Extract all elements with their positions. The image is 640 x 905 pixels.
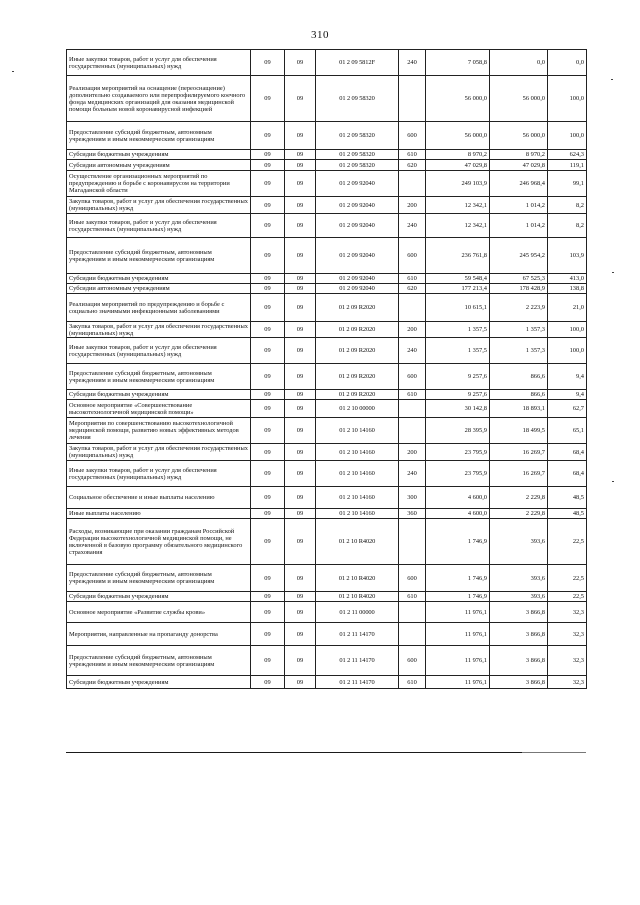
row-name: Основное мероприятие «Развитие службы крови» — [67, 602, 251, 623]
row-name: Основное мероприятие «Совершенствование высокотехнологичной медицинской помощи» — [67, 400, 251, 418]
section-code: 09 — [251, 274, 285, 284]
table-row — [67, 160, 587, 171]
target-article-code: 01 2 11 14170 — [316, 676, 399, 689]
execution-percent: 99,1 — [548, 171, 587, 197]
subsection-code: 09 — [285, 284, 316, 294]
subsection-code: 09 — [285, 676, 316, 689]
subsection-code: 09 — [285, 418, 316, 444]
scan-speck — [611, 79, 613, 80]
expense-type-code: 240 — [399, 50, 426, 76]
expense-type-code: 240 — [399, 214, 426, 238]
section-code: 09 — [251, 322, 285, 338]
section-code: 09 — [251, 623, 285, 646]
planned-amount: 11 976,1 — [426, 602, 490, 623]
section-code: 09 — [251, 150, 285, 160]
expense-type-code — [399, 519, 426, 565]
section-code: 09 — [251, 214, 285, 238]
expense-type-code — [399, 171, 426, 197]
expense-type-code: 240 — [399, 338, 426, 364]
target-article-code: 01 2 11 14170 — [316, 623, 399, 646]
section-code: 09 — [251, 284, 285, 294]
execution-percent: 22,5 — [548, 565, 587, 592]
subsection-code: 09 — [285, 214, 316, 238]
target-article-code: 01 2 09 92040 — [316, 238, 399, 274]
section-code: 09 — [251, 461, 285, 487]
table-row — [67, 338, 587, 364]
target-article-code: 01 2 09 58320 — [316, 122, 399, 150]
execution-percent: 22,5 — [548, 592, 587, 602]
section-code: 09 — [251, 602, 285, 623]
executed-amount: 16 269,7 — [490, 444, 548, 461]
footer-rule — [66, 752, 522, 753]
section-code: 09 — [251, 364, 285, 390]
target-article-code: 01 2 10 R4020 — [316, 592, 399, 602]
executed-amount: 56 000,0 — [490, 76, 548, 122]
row-name: Социальное обеспечение и иные выплаты населению — [67, 487, 251, 509]
row-name: Осуществление организационных мероприятий по предупреждению и борьбе с коронавирусом на территории Магаданской области — [67, 171, 251, 197]
section-code: 09 — [251, 294, 285, 322]
table-row — [67, 274, 587, 284]
row-name: Субсидии автономным учреждениям — [67, 160, 251, 171]
execution-percent: 32,3 — [548, 602, 587, 623]
row-name: Предоставление субсидий бюджетным, автономным учреждениям и иным некоммерческим организациям — [67, 364, 251, 390]
executed-amount: 245 954,2 — [490, 238, 548, 274]
table-row — [67, 676, 587, 689]
planned-amount: 1 746,9 — [426, 592, 490, 602]
planned-amount: 56 000,0 — [426, 76, 490, 122]
table-row — [67, 322, 587, 338]
executed-amount: 0,0 — [490, 50, 548, 76]
expense-type-code: 610 — [399, 592, 426, 602]
target-article-code: 01 2 09 92040 — [316, 214, 399, 238]
subsection-code: 09 — [285, 602, 316, 623]
execution-percent: 32,3 — [548, 676, 587, 689]
section-code: 09 — [251, 238, 285, 274]
execution-percent: 22,5 — [548, 519, 587, 565]
executed-amount: 178 428,9 — [490, 284, 548, 294]
target-article-code: 01 2 09 R2020 — [316, 294, 399, 322]
execution-percent: 32,3 — [548, 646, 587, 676]
target-article-code: 01 2 10 14160 — [316, 461, 399, 487]
target-article-code: 01 2 10 14160 — [316, 444, 399, 461]
section-code: 09 — [251, 171, 285, 197]
executed-amount: 2 229,8 — [490, 509, 548, 519]
subsection-code: 09 — [285, 623, 316, 646]
row-name: Субсидии бюджетным учреждениям — [67, 676, 251, 689]
executed-amount: 67 525,3 — [490, 274, 548, 284]
planned-amount: 249 103,9 — [426, 171, 490, 197]
planned-amount: 10 615,1 — [426, 294, 490, 322]
table-row — [67, 592, 587, 602]
executed-amount: 866,6 — [490, 364, 548, 390]
row-name: Субсидии бюджетным учреждениям — [67, 150, 251, 160]
expense-type-code: 610 — [399, 390, 426, 400]
row-name: Иные закупки товаров, работ и услуг для обеспечения государственных (муниципальных) нужд — [67, 50, 251, 76]
expense-type-code: 620 — [399, 284, 426, 294]
table-row — [67, 390, 587, 400]
row-name: Субсидии бюджетным учреждениям — [67, 274, 251, 284]
row-name: Мероприятия по совершенствованию высокотехнологичной медицинской помощи, развитию новых эффективных методов лечения — [67, 418, 251, 444]
section-code: 09 — [251, 646, 285, 676]
target-article-code: 01 2 10 R4020 — [316, 519, 399, 565]
target-article-code: 01 2 09 58320 — [316, 160, 399, 171]
executed-amount: 18 893,1 — [490, 400, 548, 418]
row-name: Предоставление субсидий бюджетным, автономным учреждениям и иным некоммерческим организациям — [67, 646, 251, 676]
executed-amount: 2 223,9 — [490, 294, 548, 322]
subsection-code: 09 — [285, 238, 316, 274]
executed-amount: 866,6 — [490, 390, 548, 400]
planned-amount: 8 970,2 — [426, 150, 490, 160]
section-code: 09 — [251, 50, 285, 76]
target-article-code: 01 2 09 92040 — [316, 274, 399, 284]
executed-amount: 47 029,8 — [490, 160, 548, 171]
table-row — [67, 418, 587, 444]
expense-type-code: 610 — [399, 274, 426, 284]
row-name: Субсидии бюджетным учреждениям — [67, 390, 251, 400]
planned-amount: 9 257,6 — [426, 364, 490, 390]
table-row — [67, 646, 587, 676]
executed-amount: 3 866,8 — [490, 676, 548, 689]
subsection-code: 09 — [285, 390, 316, 400]
execution-percent: 138,8 — [548, 284, 587, 294]
section-code: 09 — [251, 197, 285, 214]
executed-amount: 1 014,2 — [490, 197, 548, 214]
expense-type-code: 610 — [399, 676, 426, 689]
section-code: 09 — [251, 509, 285, 519]
section-code: 09 — [251, 122, 285, 150]
planned-amount: 177 213,4 — [426, 284, 490, 294]
row-name: Субсидии бюджетным учреждениям — [67, 592, 251, 602]
budget-table-body — [67, 50, 587, 689]
table-row — [67, 509, 587, 519]
section-code: 09 — [251, 160, 285, 171]
scan-speck — [12, 71, 14, 72]
planned-amount: 12 342,1 — [426, 197, 490, 214]
subsection-code: 09 — [285, 322, 316, 338]
execution-percent: 103,9 — [548, 238, 587, 274]
planned-amount: 23 795,9 — [426, 461, 490, 487]
target-article-code: 01 2 10 00000 — [316, 400, 399, 418]
expense-type-code: 200 — [399, 322, 426, 338]
expense-type-code: 200 — [399, 197, 426, 214]
planned-amount: 12 342,1 — [426, 214, 490, 238]
executed-amount: 393,6 — [490, 565, 548, 592]
table-row — [67, 76, 587, 122]
executed-amount: 246 968,4 — [490, 171, 548, 197]
table-row — [67, 284, 587, 294]
row-name: Иные закупки товаров, работ и услуг для обеспечения государственных (муниципальных) нужд — [67, 461, 251, 487]
planned-amount: 1 746,9 — [426, 565, 490, 592]
subsection-code: 09 — [285, 160, 316, 171]
target-article-code: 01 2 09 58320 — [316, 150, 399, 160]
execution-percent: 9,4 — [548, 390, 587, 400]
row-name: Реализация мероприятий на оснащение (переоснащение) дополнительно создаваемого или перепрофилируемого коечного фонда медицинских организаций для оказания медицинской помощи больным новой коронавирусной инфекцией — [67, 76, 251, 122]
expense-type-code: 300 — [399, 487, 426, 509]
section-code: 09 — [251, 338, 285, 364]
execution-percent: 100,0 — [548, 76, 587, 122]
execution-percent: 68,4 — [548, 461, 587, 487]
executed-amount: 56 000,0 — [490, 122, 548, 150]
table-row — [67, 519, 587, 565]
table-row — [67, 171, 587, 197]
expense-type-code: 610 — [399, 150, 426, 160]
row-name: Закупка товаров, работ и услуг для обеспечения государственных (муниципальных) нужд — [67, 444, 251, 461]
executed-amount: 1 357,3 — [490, 322, 548, 338]
table-row — [67, 238, 587, 274]
execution-percent: 100,0 — [548, 122, 587, 150]
planned-amount: 4 600,0 — [426, 487, 490, 509]
target-article-code: 01 2 09 5812F — [316, 50, 399, 76]
executed-amount: 3 866,8 — [490, 646, 548, 676]
row-name: Иные закупки товаров, работ и услуг для обеспечения государственных (муниципальных) нужд — [67, 338, 251, 364]
subsection-code: 09 — [285, 461, 316, 487]
subsection-code: 09 — [285, 197, 316, 214]
section-code: 09 — [251, 676, 285, 689]
row-name: Субсидии автономным учреждениям — [67, 284, 251, 294]
row-name: Реализация мероприятий по предупреждению и борьбе с социально значимыми инфекционными заболеваниями — [67, 294, 251, 322]
executed-amount: 3 866,8 — [490, 623, 548, 646]
planned-amount: 11 976,1 — [426, 646, 490, 676]
expense-type-code: 600 — [399, 364, 426, 390]
planned-amount: 11 976,1 — [426, 676, 490, 689]
table-row — [67, 400, 587, 418]
target-article-code: 01 2 09 92040 — [316, 197, 399, 214]
subsection-code: 09 — [285, 294, 316, 322]
subsection-code: 09 — [285, 76, 316, 122]
subsection-code: 09 — [285, 274, 316, 284]
execution-percent: 68,4 — [548, 444, 587, 461]
row-name: Закупка товаров, работ и услуг для обеспечения государственных (муниципальных) нужд — [67, 322, 251, 338]
execution-percent: 32,3 — [548, 623, 587, 646]
target-article-code: 01 2 10 R4020 — [316, 565, 399, 592]
target-article-code: 01 2 11 14170 — [316, 646, 399, 676]
execution-percent: 119,1 — [548, 160, 587, 171]
row-name: Предоставление субсидий бюджетным, автономным учреждениям и иным некоммерческим организациям — [67, 565, 251, 592]
subsection-code: 09 — [285, 338, 316, 364]
table-row — [67, 294, 587, 322]
planned-amount: 1 746,9 — [426, 519, 490, 565]
planned-amount: 56 000,0 — [426, 122, 490, 150]
planned-amount: 30 142,8 — [426, 400, 490, 418]
planned-amount: 47 029,8 — [426, 160, 490, 171]
table-row — [67, 50, 587, 76]
budget-table — [66, 49, 587, 689]
subsection-code: 09 — [285, 444, 316, 461]
subsection-code: 09 — [285, 565, 316, 592]
row-name: Расходы, возникающие при оказании гражданам Российской Федерации высокотехнологичной медицинской помощи, не включенной в базовую программу обязательного медицинского страхования — [67, 519, 251, 565]
table-row — [67, 602, 587, 623]
section-code: 09 — [251, 400, 285, 418]
execution-percent: 100,0 — [548, 322, 587, 338]
expense-type-code — [399, 76, 426, 122]
section-code: 09 — [251, 592, 285, 602]
target-article-code: 01 2 09 R2020 — [316, 338, 399, 364]
execution-percent: 65,1 — [548, 418, 587, 444]
expense-type-code — [399, 418, 426, 444]
execution-percent: 624,3 — [548, 150, 587, 160]
expense-type-code: 600 — [399, 646, 426, 676]
target-article-code: 01 2 09 58320 — [316, 76, 399, 122]
subsection-code: 09 — [285, 592, 316, 602]
section-code: 09 — [251, 444, 285, 461]
execution-percent: 62,7 — [548, 400, 587, 418]
table-row — [67, 197, 587, 214]
table-row — [67, 364, 587, 390]
planned-amount: 28 395,9 — [426, 418, 490, 444]
table-row — [67, 150, 587, 160]
target-article-code: 01 2 09 R2020 — [316, 364, 399, 390]
planned-amount: 236 761,8 — [426, 238, 490, 274]
table-row — [67, 565, 587, 592]
row-name: Иные выплаты населению — [67, 509, 251, 519]
table-row — [67, 623, 587, 646]
row-name: Закупка товаров, работ и услуг для обеспечения государственных (муниципальных) нужд — [67, 197, 251, 214]
execution-percent: 413,0 — [548, 274, 587, 284]
planned-amount: 9 257,6 — [426, 390, 490, 400]
subsection-code: 09 — [285, 646, 316, 676]
scan-speck — [612, 272, 614, 273]
expense-type-code — [399, 400, 426, 418]
executed-amount: 8 970,2 — [490, 150, 548, 160]
subsection-code: 09 — [285, 171, 316, 197]
expense-type-code — [399, 602, 426, 623]
executed-amount: 3 866,8 — [490, 602, 548, 623]
executed-amount: 393,6 — [490, 592, 548, 602]
subsection-code: 09 — [285, 519, 316, 565]
subsection-code: 09 — [285, 150, 316, 160]
subsection-code: 09 — [285, 122, 316, 150]
target-article-code: 01 2 09 92040 — [316, 171, 399, 197]
section-code: 09 — [251, 418, 285, 444]
planned-amount: 4 600,0 — [426, 509, 490, 519]
execution-percent: 21,0 — [548, 294, 587, 322]
planned-amount: 59 548,4 — [426, 274, 490, 284]
executed-amount: 393,6 — [490, 519, 548, 565]
section-code: 09 — [251, 76, 285, 122]
expense-type-code — [399, 623, 426, 646]
execution-percent: 8,2 — [548, 197, 587, 214]
expense-type-code: 200 — [399, 444, 426, 461]
target-article-code: 01 2 09 R2020 — [316, 322, 399, 338]
footer-rule-faint — [522, 752, 586, 753]
target-article-code: 01 2 10 14160 — [316, 509, 399, 519]
executed-amount: 18 499,5 — [490, 418, 548, 444]
subsection-code: 09 — [285, 400, 316, 418]
execution-percent: 48,5 — [548, 509, 587, 519]
subsection-code: 09 — [285, 50, 316, 76]
subsection-code: 09 — [285, 509, 316, 519]
expense-type-code: 600 — [399, 565, 426, 592]
section-code: 09 — [251, 487, 285, 509]
subsection-code: 09 — [285, 364, 316, 390]
executed-amount: 2 229,8 — [490, 487, 548, 509]
target-article-code: 01 2 11 00000 — [316, 602, 399, 623]
table-row — [67, 122, 587, 150]
planned-amount: 1 357,5 — [426, 338, 490, 364]
target-article-code: 01 2 09 92040 — [316, 284, 399, 294]
executed-amount: 1 357,3 — [490, 338, 548, 364]
table-row — [67, 461, 587, 487]
row-name: Предоставление субсидий бюджетным, автономным учреждениям и иным некоммерческим организациям — [67, 238, 251, 274]
target-article-code: 01 2 09 R2020 — [316, 390, 399, 400]
subsection-code: 09 — [285, 487, 316, 509]
executed-amount: 16 269,7 — [490, 461, 548, 487]
row-name: Предоставление субсидий бюджетным, автономным учреждениям и иным некоммерческим организациям — [67, 122, 251, 150]
row-name: Иные закупки товаров, работ и услуг для обеспечения государственных (муниципальных) нужд — [67, 214, 251, 238]
planned-amount: 1 357,5 — [426, 322, 490, 338]
row-name: Мероприятия, направленные на пропаганду донорства — [67, 623, 251, 646]
planned-amount: 11 976,1 — [426, 623, 490, 646]
execution-percent: 48,5 — [548, 487, 587, 509]
section-code: 09 — [251, 519, 285, 565]
target-article-code: 01 2 10 14160 — [316, 487, 399, 509]
execution-percent: 100,0 — [548, 338, 587, 364]
executed-amount: 1 014,2 — [490, 214, 548, 238]
table-row — [67, 214, 587, 238]
target-article-code: 01 2 10 14160 — [316, 418, 399, 444]
expense-type-code — [399, 294, 426, 322]
expense-type-code: 240 — [399, 461, 426, 487]
execution-percent: 8,2 — [548, 214, 587, 238]
expense-type-code: 620 — [399, 160, 426, 171]
expense-type-code: 600 — [399, 238, 426, 274]
page-number: 310 — [311, 29, 329, 41]
section-code: 09 — [251, 565, 285, 592]
section-code: 09 — [251, 390, 285, 400]
expense-type-code: 600 — [399, 122, 426, 150]
table-row — [67, 487, 587, 509]
table-row — [67, 444, 587, 461]
planned-amount: 7 058,8 — [426, 50, 490, 76]
execution-percent: 0,0 — [548, 50, 587, 76]
planned-amount: 23 795,9 — [426, 444, 490, 461]
expense-type-code: 360 — [399, 509, 426, 519]
execution-percent: 9,4 — [548, 364, 587, 390]
scan-speck — [612, 481, 614, 482]
